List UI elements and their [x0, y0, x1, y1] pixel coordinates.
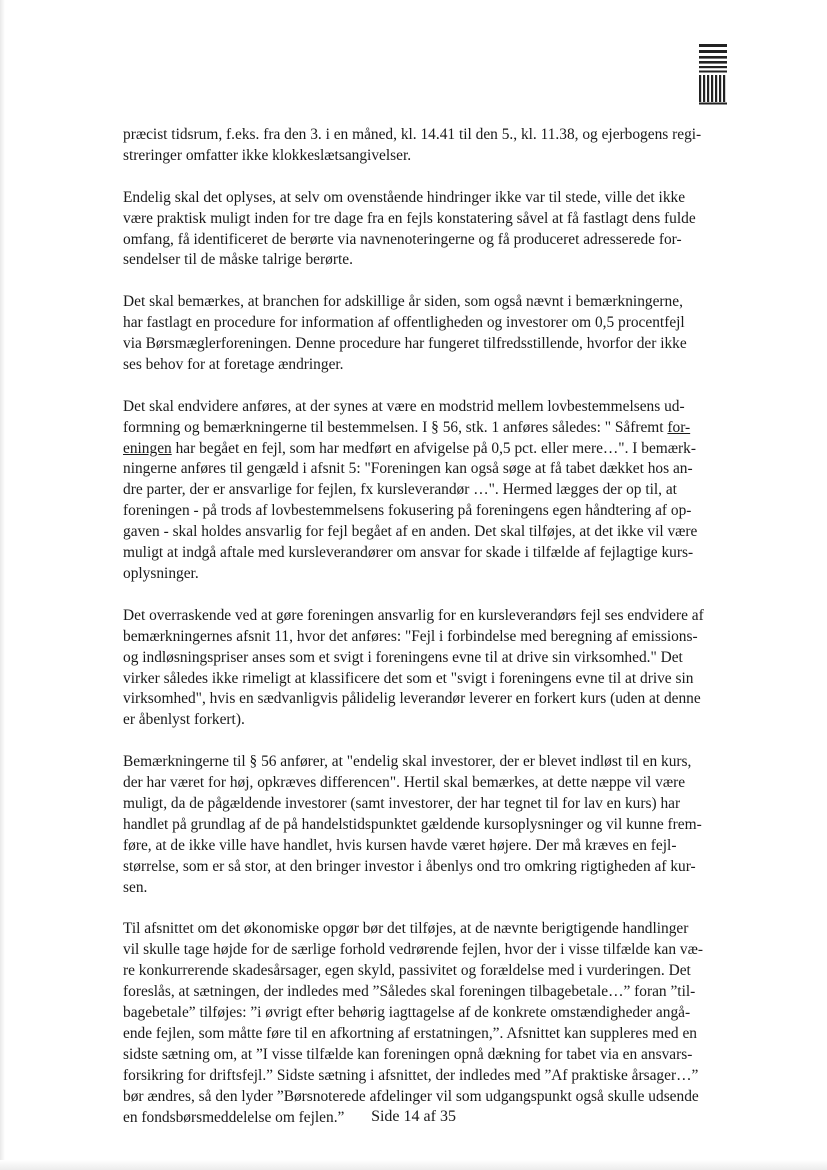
text-line: dre parter, der er ansvarlige for fejlen, fx kursleverandør …". Hermed lægges der op til, at — [123, 481, 677, 499]
text-line: re konkurrerende skadesårsager, egen skyld, passivitet og forældelse med i vurderingen. Det — [123, 962, 691, 980]
text-line: gaven - skal holdes ansvarlig for fejl begået af en anden. Det skal tilføjes, at det ikke vil være — [123, 523, 698, 541]
text-line: Det skal endvidere anføres, at der synes at være en modstrid mellem lovbestemmelsens ud- — [123, 397, 685, 415]
text-line — [123, 439, 760, 460]
text-line: Til afsnittet om det økonomiske opgør bør det tilføjes, at de nævnte berigtigende handlinger — [123, 920, 689, 938]
text-line: sen. — [123, 878, 148, 896]
text-line: forsikring for driftsfejl.” Sidste sætning i afsnittet, der indledes med ”Af praktiske årsager…” — [123, 1066, 699, 1084]
text-line: foreningen - på trods af lovbestemmelsens fokusering på foreningens egen håndtering af op- — [123, 502, 692, 520]
text-line: ses behov for at foretage ændringer. — [123, 355, 344, 373]
text-line: bagebetale” tilføjes: ”i øvrigt efter behørig iagttagelse af de konkrete omstændigheder angå- — [123, 1003, 691, 1021]
text-line: sendelser til de måske talrige berørte. — [123, 251, 353, 269]
text-line: vil skulle tage højde for de særlige forhold vedrørende fejlen, hvor der i visse tilfælde kan væ- — [123, 941, 703, 959]
text-line: og indløsningspriser anses som et svigt i foreningens evne til at drive sin virksomhed." Det — [123, 648, 683, 666]
scan-left-edge — [0, 0, 5, 1170]
text-line: størrelse, som er så stor, at den bringer investor i åbenlys ond tro omkring rigtigheden af kur- — [123, 857, 696, 875]
text-line: har fastlagt en procedure for information af offentligheden og investorer om 0,5 procentfejl — [123, 314, 685, 332]
underlined-text: eningen — [123, 439, 172, 457]
body-text — [123, 125, 760, 1149]
underlined-text: for- — [667, 418, 691, 436]
text-line: være praktisk muligt inden for tre dage fra en fejls konstatering såvel at få fastlagt dens fulde — [123, 209, 696, 227]
paragraph-2 — [123, 188, 760, 272]
text-line: virker således ikke rimeligt at klassificere det som et "svigt i foreningens evne til at drive sin — [123, 669, 694, 687]
text-line: sidste sætning om, at ”I visse tilfælde kan foreningen opnå dækning for tabet via en ansvars- — [123, 1045, 693, 1063]
text-line: er åbenlyst forkert). — [123, 711, 245, 729]
text-segment: formning og bemærkningerne til bestemmelsen. I § 56, stk. 1 anføres således: " Såfremt — [123, 418, 668, 436]
text-line: Det skal bemærkes, at branchen for adskillige år siden, som også nævnt i bemærkningerne, — [123, 293, 683, 311]
text-line: bør ændres, så den lyder ”Børsnoterede afdelinger vil som udgangspunkt også skulle udsende — [123, 1087, 699, 1105]
text-line: ningerne anføres til gengæld i afsnit 5: "Foreningen kan også søge at få tabet dækket hos an- — [123, 460, 693, 478]
paragraph-3 — [123, 292, 760, 376]
text-line: ende fejlen, som måtte føre til en afkortning af erstatningen,”. Afsnittet kan suppleres med en — [123, 1024, 697, 1042]
text-line: en fondsbørsmeddelelse om fejlen.” — [123, 1108, 345, 1126]
page-number: Side 14 af 35 — [371, 1108, 456, 1125]
text-line: via Børsmæglerforeningen. Denne procedure har fungeret tilfredsstillende, hvorfor der ikke — [123, 335, 687, 353]
text-line: handlet på grundlag af de på handelstidspunktet gældende kursoplysninger og vil kunne frem- — [123, 815, 702, 833]
text-line: omfang, få identificeret de berørte via navnenoteringerne og få produceret adresserede for- — [123, 230, 682, 248]
text-line: virksomhed", hvis en sædvanligvis pålidelig leverandør leverer en forkert kurs (uden at denne — [123, 690, 701, 708]
paragraph-4 — [123, 397, 760, 585]
text-line: muligt, da de pågældende investorer (samt investorer, der har tegnet til for lav en kurs) har — [123, 794, 681, 812]
text-line: præcist tidsrum, f.eks. fra den 3. i en måned, kl. 14.41 til den 5., kl. 11.38, og ejerbogens regi- — [123, 126, 702, 143]
text-line: muligt at indgå aftale med kursleverandører om ansvar for skade i tilfælde af fejlagtige kurs- — [123, 544, 694, 562]
paragraph-1 — [123, 125, 760, 167]
text-line: oplysninger. — [123, 564, 199, 582]
scan-bottom-edge — [0, 1160, 827, 1170]
text-segment: har begået en fejl, som har medført en afvigelse på 0,5 pct. eller mere…". I bemærk- — [171, 439, 696, 457]
text-line: Bemærkningerne til § 56 anfører, at "endelig skal investorer, der er blevet indløst til en kurs, — [123, 753, 692, 771]
paragraph-5 — [123, 606, 760, 731]
text-line — [123, 418, 760, 439]
text-line: føre, at de ikke ville have handlet, hvis kursen havde været højere. Der må kræves en fejl- — [123, 836, 677, 854]
text-line: Det overraskende ved at gøre foreningen ansvarlig for en kursleverandørs fejl ses endvidere af — [123, 606, 704, 624]
text-line: streringer omfatter ikke klokkeslætsangivelser. — [123, 146, 412, 164]
text-line: der har været for høj, opkræves differencen". Hertil skal bemærkes, at dette næppe vil være — [123, 774, 686, 792]
text-line: bemærkningernes afsnit 11, hvor det anføres: "Fejl i forbindelse med beregning af emissions- — [123, 627, 698, 645]
paragraph-6 — [123, 752, 760, 898]
organization-logo-icon — [698, 42, 728, 106]
text-line: foreslås, at sætningen, der indledes med ”Således skal foreningen tilbagebetale…” foran ”til- — [123, 983, 696, 1001]
paragraph-7 — [123, 919, 760, 1128]
page-footer — [0, 1108, 827, 1126]
text-line: Endelig skal det oplyses, at selv om ovenstående hindringer ikke var til stede, ville det ikke — [123, 188, 686, 206]
